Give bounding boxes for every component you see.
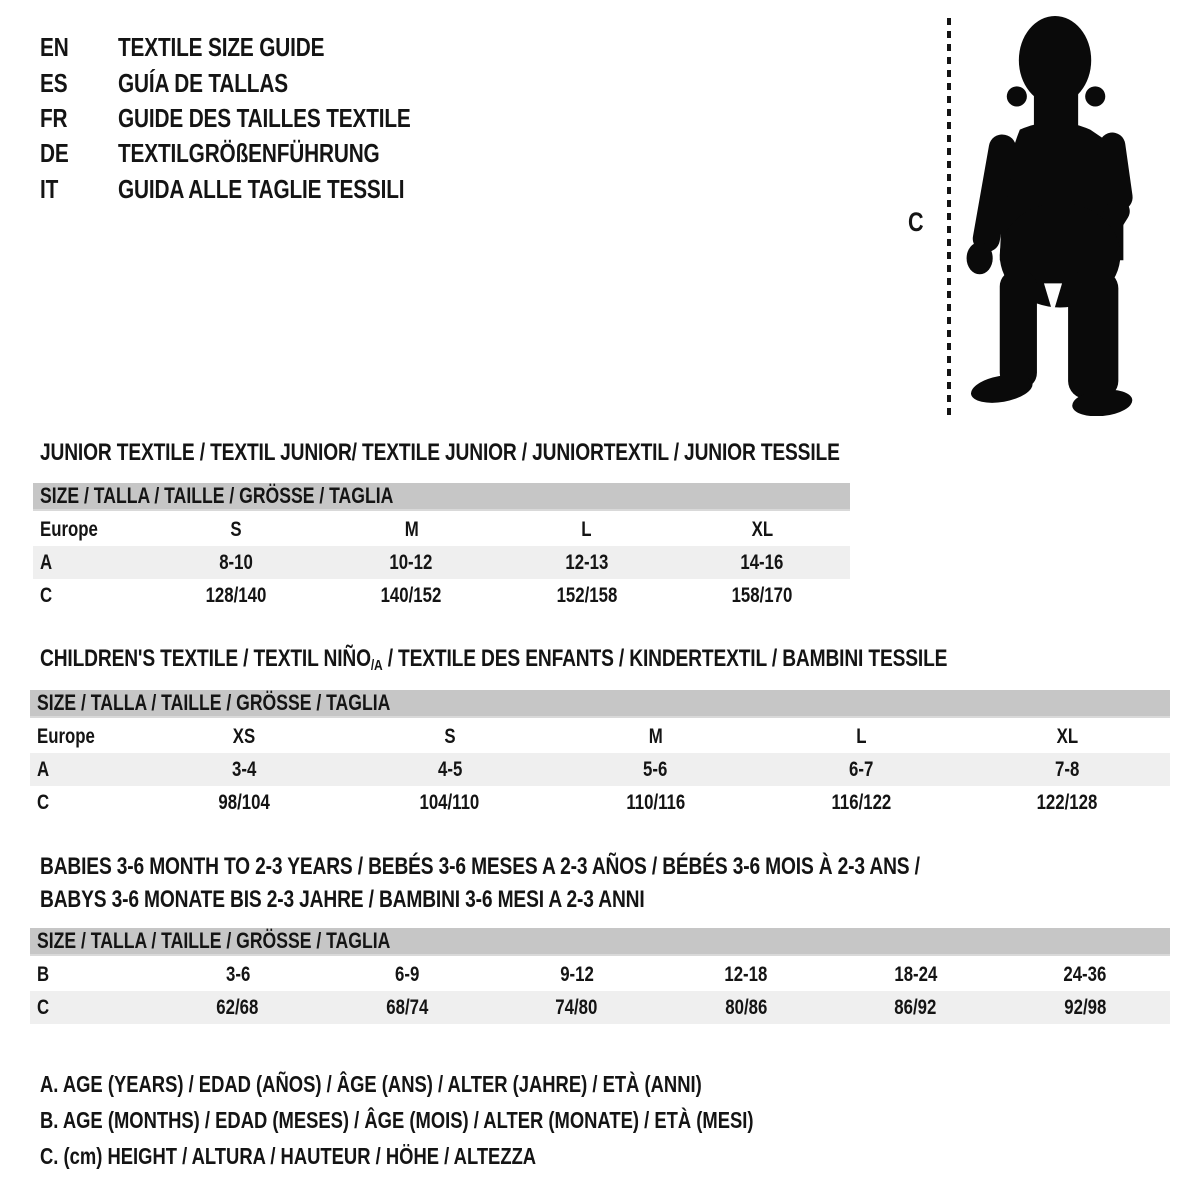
cell-value: S xyxy=(444,724,456,748)
language-label: GUÍA DE TALLAS xyxy=(118,67,288,98)
junior-table-rows xyxy=(33,513,850,612)
legend-line-a: A. AGE (YEARS) / EDAD (AÑOS) / ÂGE (ANS) / ALTER (JAHRE) / ETÀ (ANNI) xyxy=(40,1070,702,1097)
cell-value: 4-5 xyxy=(437,757,462,781)
language-label: GUIDE DES TAILLES TEXTILE xyxy=(118,102,411,133)
cell-value: XL xyxy=(1056,724,1078,748)
size-header-text: SIZE / TALLA / TAILLE / GRÖSSE / TAGLIA xyxy=(37,690,391,715)
language-label: GUIDA ALLE TAGLIE TESSILI xyxy=(118,173,405,204)
table-row xyxy=(30,753,1170,786)
cell-value: 98/104 xyxy=(218,790,270,814)
size-guide-header xyxy=(40,30,484,207)
legend-line-b: B. AGE (MONTHS) / EDAD (MESES) / ÂGE (MOIS) / ALTER (MONATE) / ETÀ (MESI) xyxy=(40,1106,754,1133)
cell-value: 110/116 xyxy=(626,790,685,814)
table-row xyxy=(33,546,850,579)
cell-value: M xyxy=(404,517,419,541)
language-code: FR xyxy=(40,102,68,133)
row-label: Europe xyxy=(37,724,95,748)
cell-value: 10-12 xyxy=(389,550,433,574)
language-code: DE xyxy=(40,138,69,169)
row-label: B xyxy=(37,962,50,986)
size-header-bar xyxy=(33,483,850,511)
cell-value: 80/86 xyxy=(725,995,768,1019)
cell-value: 122/128 xyxy=(1036,790,1098,814)
language-label: TEXTILGRÖßENFÜHRUNG xyxy=(118,138,380,169)
toddler-silhouette-icon xyxy=(958,14,1142,416)
language-code: EN xyxy=(40,32,69,63)
row-label: Europe xyxy=(40,517,98,541)
children-table-rows xyxy=(30,720,1170,819)
cell-value: 5-6 xyxy=(643,757,668,781)
cell-value: 92/98 xyxy=(1064,995,1107,1019)
title-subscript: /A xyxy=(370,657,383,674)
cell-value: M xyxy=(648,724,663,748)
cell-value: 12-18 xyxy=(724,962,768,986)
language-row-fr xyxy=(40,101,484,136)
cell-value: 24-36 xyxy=(1063,962,1107,986)
cell-value: 14-16 xyxy=(740,550,784,574)
cell-value: XS xyxy=(232,724,256,748)
cell-value: 140/152 xyxy=(380,583,442,607)
cell-value: 158/170 xyxy=(731,583,793,607)
cell-value: 104/110 xyxy=(419,790,480,814)
cell-value: 8-10 xyxy=(218,550,253,574)
table-row xyxy=(33,579,850,612)
row-label: A xyxy=(37,757,50,781)
children-section-title: CHILDREN'S TEXTILE / TEXTIL $NIÑO_{/A}$ / TEXTILE DES ENFANTS / KINDERTEXTIL / BAMBINI TESSILE xyxy=(40,645,948,674)
cell-value: 3-4 xyxy=(231,757,257,781)
cell-value: 18-24 xyxy=(894,962,938,986)
size-header-bar xyxy=(30,928,1170,956)
size-header-text: SIZE / TALLA / TAILLE / GRÖSSE / TAGLIA xyxy=(37,928,391,953)
table-row xyxy=(30,958,1170,991)
cell-value: 128/140 xyxy=(205,583,267,607)
language-code: ES xyxy=(40,67,68,98)
table-column-header-row xyxy=(30,720,1170,753)
babies-size-table xyxy=(30,928,1170,1024)
junior-size-table xyxy=(33,483,850,612)
language-row-en xyxy=(40,30,484,65)
cell-value: 116/122 xyxy=(831,790,892,814)
legend xyxy=(40,1066,932,1174)
junior-section-title: JUNIOR TEXTILE / TEXTIL JUNIOR/ TEXTILE JUNIOR / JUNIORTEXTIL / JUNIOR TESSILE xyxy=(40,439,840,466)
babies-table-rows xyxy=(30,958,1170,1024)
cell-value: 6-9 xyxy=(395,962,420,986)
language-row-es xyxy=(40,65,484,100)
cell-value: 3-6 xyxy=(225,962,250,986)
cell-value: L xyxy=(581,517,592,541)
children-size-table xyxy=(30,690,1170,819)
cell-value: S xyxy=(230,517,242,541)
legend-line-c: C. (cm) HEIGHT / ALTURA / HAUTEUR / HÖHE / ALTEZZA xyxy=(40,1142,537,1169)
cell-value: 68/74 xyxy=(386,995,429,1019)
cell-value: 152/158 xyxy=(556,583,618,607)
row-label: C xyxy=(40,583,53,607)
table-row xyxy=(30,786,1170,819)
table-row xyxy=(30,991,1170,1024)
figure-height-label: C xyxy=(907,207,924,237)
language-row-it xyxy=(40,172,484,207)
babies-section-title: BABIES 3-6 MONTH TO 2-3 YEARS / BEBÉS 3-6 MESES A 2-3 AÑOS / BÉBÉS 3-6 MOIS À 2-3 ANS / BABYS 3-6 MONATE BIS 2-3 JAHRE / BAMBINI 3-6 MESI A 2-3 ANNI xyxy=(40,853,920,913)
table-column-header-row xyxy=(33,513,850,546)
language-label: TEXTILE SIZE GUIDE xyxy=(118,32,325,63)
cell-value: 7-8 xyxy=(1054,757,1080,781)
size-header-bar xyxy=(30,690,1170,718)
language-code: IT xyxy=(40,173,59,204)
cell-value: L xyxy=(856,724,867,748)
cell-value: 9-12 xyxy=(559,962,594,986)
row-label: C xyxy=(37,790,50,814)
cell-value: XL xyxy=(751,517,773,541)
language-row-de xyxy=(40,136,484,171)
cell-value: 86/92 xyxy=(894,995,937,1019)
cell-value: 74/80 xyxy=(555,995,598,1019)
size-header-text: SIZE / TALLA / TAILLE / GRÖSSE / TAGLIA xyxy=(40,483,394,508)
cell-value: 62/68 xyxy=(216,995,259,1019)
height-measure-line xyxy=(947,18,951,415)
row-label: A xyxy=(40,550,53,574)
row-label: C xyxy=(37,995,50,1019)
cell-value: 12-13 xyxy=(565,550,609,574)
cell-value: 6-7 xyxy=(849,757,874,781)
